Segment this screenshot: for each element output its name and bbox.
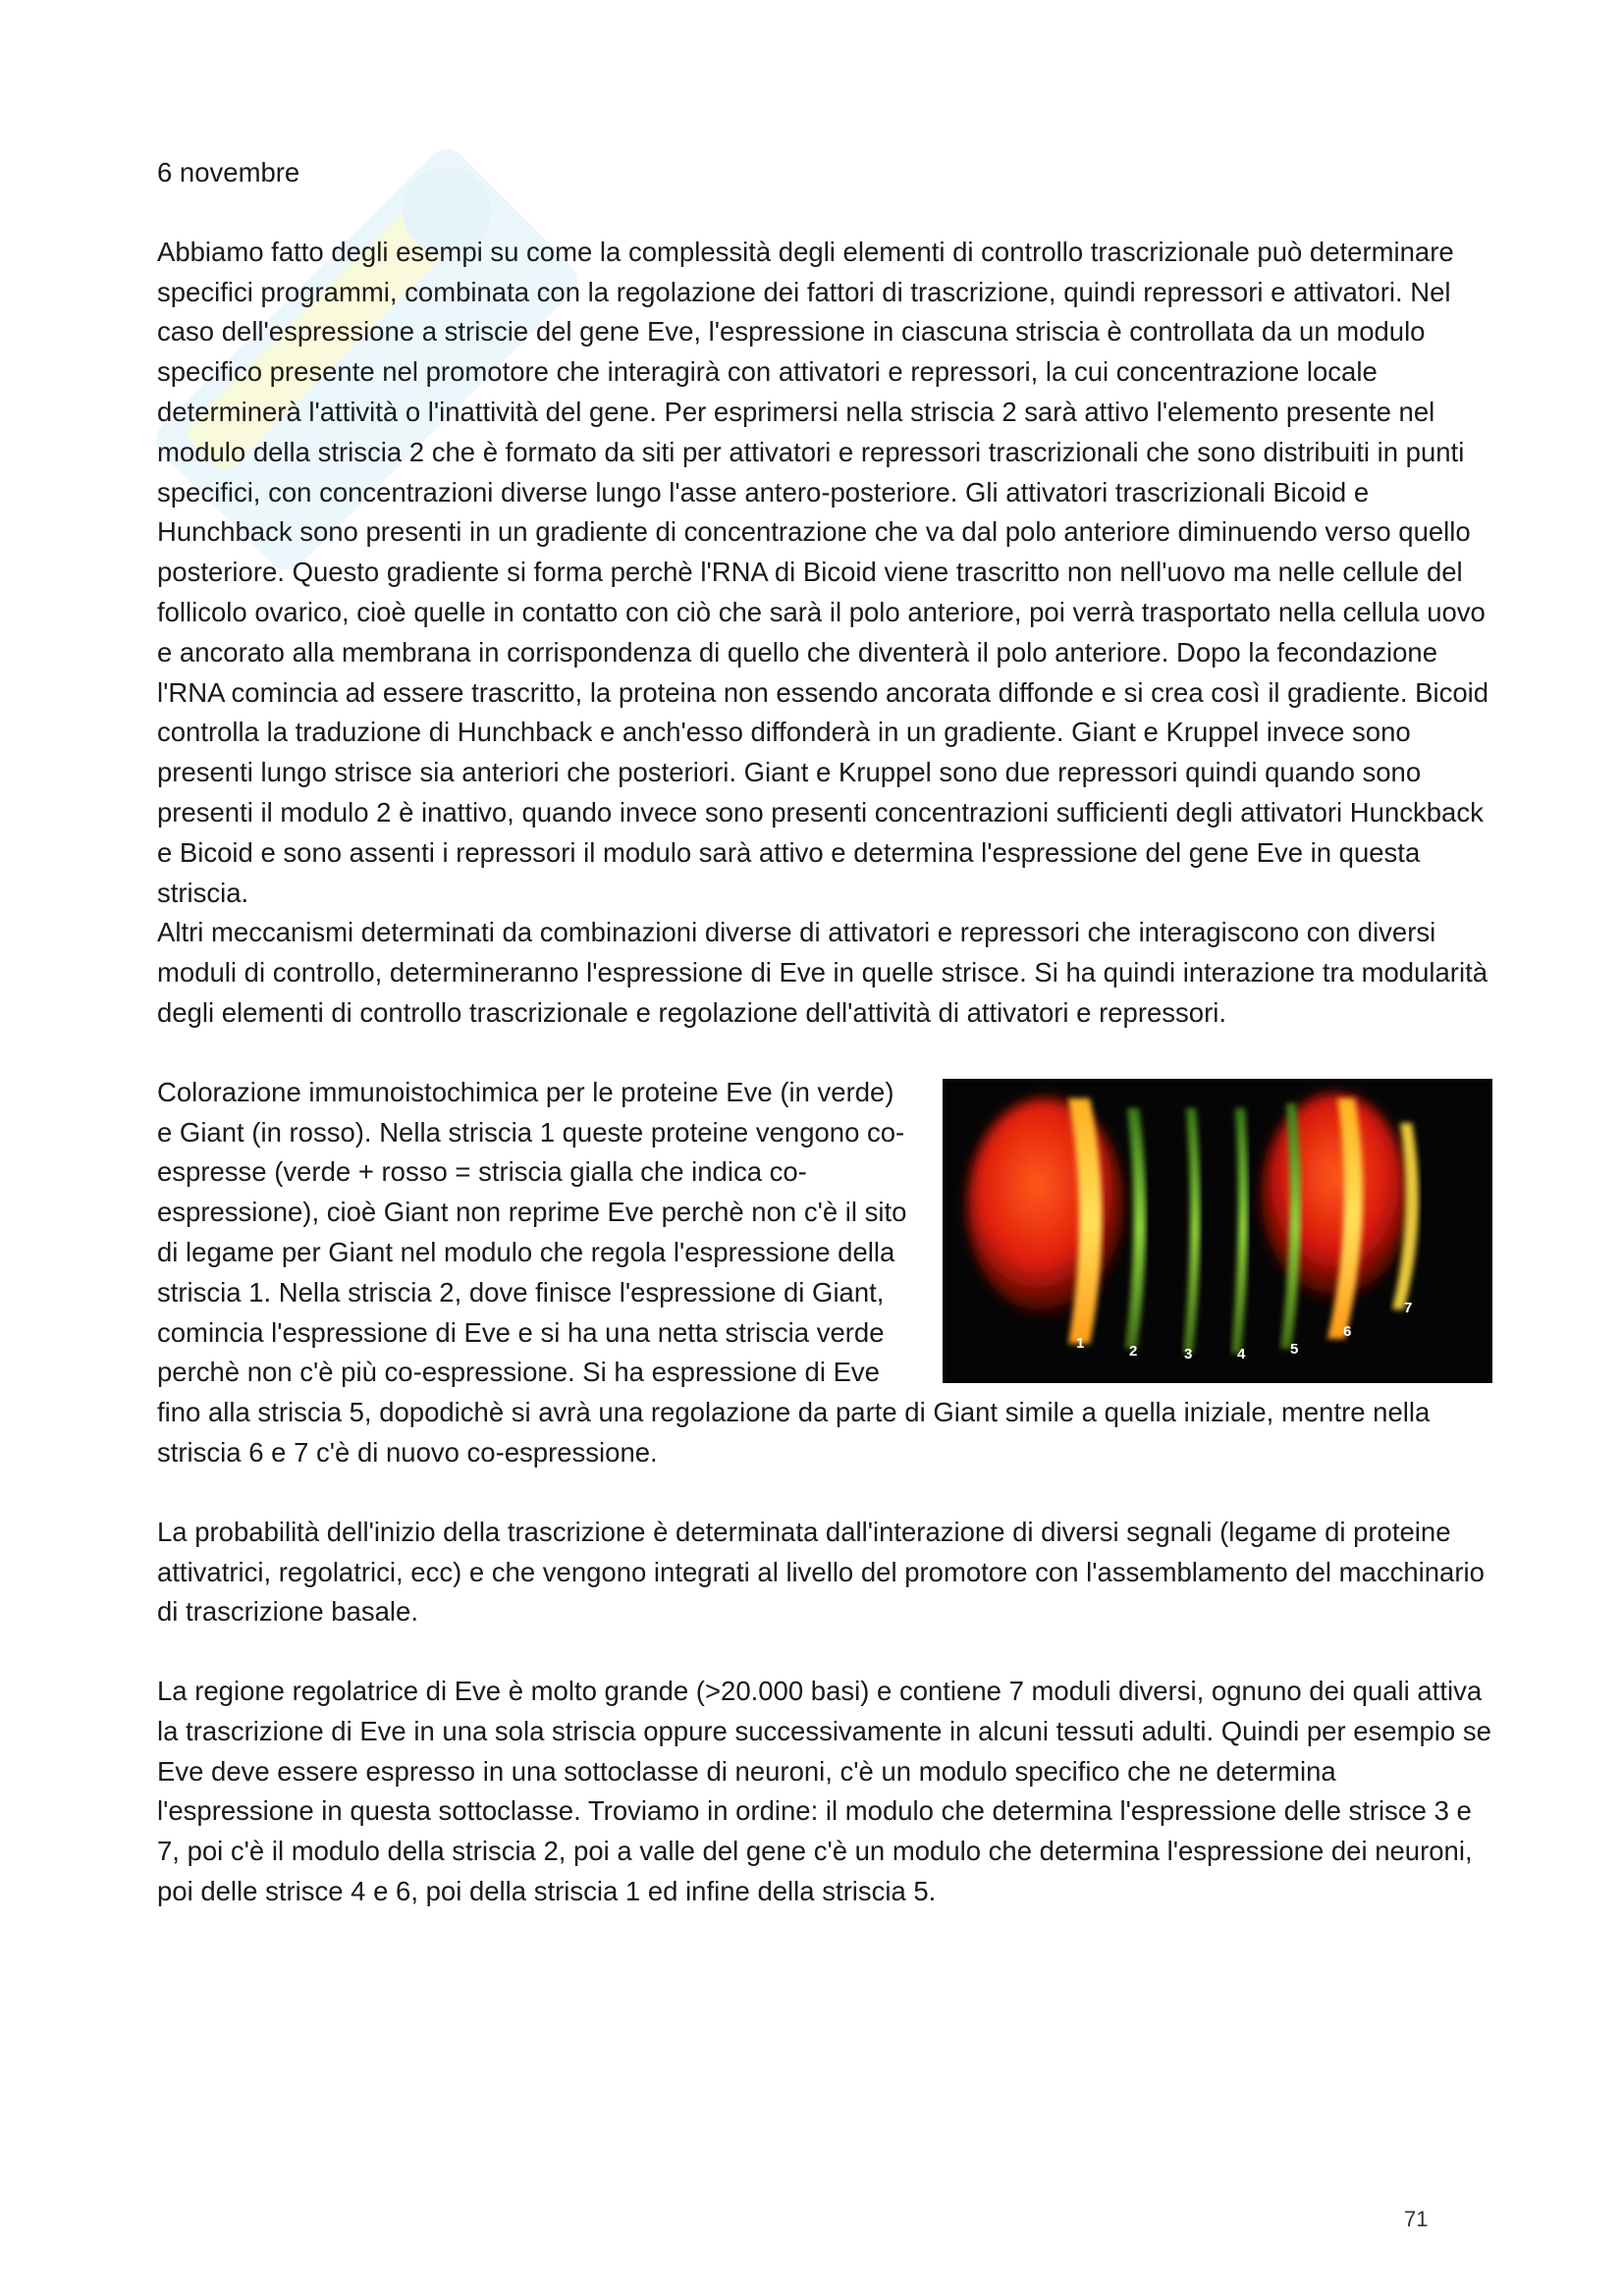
embryo-stripes-figure [943, 1079, 1492, 1383]
giant-posterior-domain [1262, 1094, 1409, 1300]
stripe-label-7: 7 [1404, 1299, 1413, 1316]
document-body [157, 153, 1492, 1912]
stripe-label-6: 6 [1343, 1322, 1352, 1340]
stripe-label-3: 3 [1184, 1345, 1193, 1362]
stripe-label-1: 1 [1076, 1334, 1085, 1352]
embryo-stripes-image [943, 1079, 1492, 1383]
stripe-label-2: 2 [1129, 1342, 1138, 1360]
stripe-label-4: 4 [1237, 1345, 1246, 1362]
figure-caption-paragraph: Colorazione immunoistochimica per le proteine Eve (in verde) e Giant (in rosso). Nella striscia 1 queste proteine vengono co-espresse (verde + rosso = striscia gialla che indica co-espressione), cioè Giant non reprime Eve perchè non c'è il sito di legame per Giant nel modulo che regola l'espressione della striscia 1. Nella striscia 2, dove finisce l'espressione di Giant, comincia l'espressione di Eve e si ha una netta striscia verde perchè non c'è più co-espressione. Si ha espressione di Eve fino alla striscia 5, dopodichè si avrà una regolazione da parte di Giant simile a quella iniziale, mentre nella striscia 6 e 7 c'è di nuovo co-espressione. [157, 1076, 1431, 1468]
page-number: 71 [1404, 2207, 1429, 2231]
paragraph: La probabilità dell'inizio della trascrizione è determinata dall'interazione di diversi segnali (legame di proteine attivatrici, regolatrici, ecc) e che vengono integrati al livello del promotore con l'assemblamento del macchinario di trascrizione basale. [157, 1516, 1485, 1628]
date-heading: 6 novembre [157, 157, 300, 187]
paragraph: Abbiamo fatto degli esempi su come la complessità degli elementi di controllo trascrizionale può determinare specifici programmi, combinata con la regolazione dei fattori di trascrizione, quindi repressori e attivatori. Nel caso dell'espressione a striscie del gene Eve, l'espressione in ciascuna striscia è controllata da un modulo specifico presente nel promotore che interagirà con attivatori e repressori, la cui concentrazione locale determinerà l'attività o l'inattività del gene. Per esprimersi nella striscia 2 sarà attivo l'elemento presente nel modulo della striscia 2 che è formato da siti per attivatori e repressori trascrizionali che sono distribuiti in punti specifici, con concentrazioni diverse lungo l'asse antero-posteriore. Gli attivatori trascrizionali Bicoid e Hunchback sono presenti in un gradiente di concentrazione che va dal polo anteriore diminuendo verso quello posteriore. Questo gradiente si forma perchè l'RNA di Bicoid viene trascritto non nell'uovo ma nelle cellule del follicolo ovarico, cioè quelle in contatto con ciò che sarà il polo anteriore, poi verrà trasportato nella cellula uovo e ancorato alla membrana in corrispondenza di quello che diventerà il polo anteriore. Dopo la fecondazione l'RNA comincia ad essere trascritto, la proteina non essendo ancorata diffonde e si crea così il gradiente. Bicoid controlla la traduzione di Hunchback e anch'esso diffonderà in un gradiente. Giant e Kruppel invece sono presenti lungo strisce sia anteriori che posteriori. Giant e Kruppel sono due repressori quindi quando sono presenti il modulo 2 è inattivo, quando invece sono presenti concentrazioni sufficienti degli attivatori Hunckback e Bicoid e sono assenti i repressori il modulo sarà attivo e determina l'espressione del gene Eve in questa striscia. [157, 236, 1489, 908]
paragraph: La regione regolatrice di Eve è molto grande (>20.000 basi) e contiene 7 moduli diversi, ognuno dei quali attiva la trascrizione di Eve in una sola striscia oppure successivamente in alcuni tessuti adulti. Quindi per esempio se Eve deve essere espresso in una sottoclasse di neuroni, c'è un modulo specifico che ne determina l'espressione in questa sottoclasse. Troviamo in ordine: il modulo che determina l'espressione delle strisce 3 e 7, poi c'è il modulo della striscia 2, poi a valle del gene c'è un modulo che determina l'espressione dei neuroni, poi delle strisce 4 e 6, poi della striscia 1 ed infine della striscia 5. [157, 1676, 1491, 1907]
stripe-label-5: 5 [1290, 1340, 1299, 1358]
figure-block [157, 1073, 1492, 1473]
paragraph: Altri meccanismi determinati da combinazioni diverse di attivatori e repressori che interagiscono con diversi moduli di controllo, determineranno l'espressione di Eve in quelle strisce. Si ha quindi interazione tra modularità degli elementi di controllo trascrizionale e regolazione dell'attività di attivatori e repressori. [157, 917, 1488, 1028]
